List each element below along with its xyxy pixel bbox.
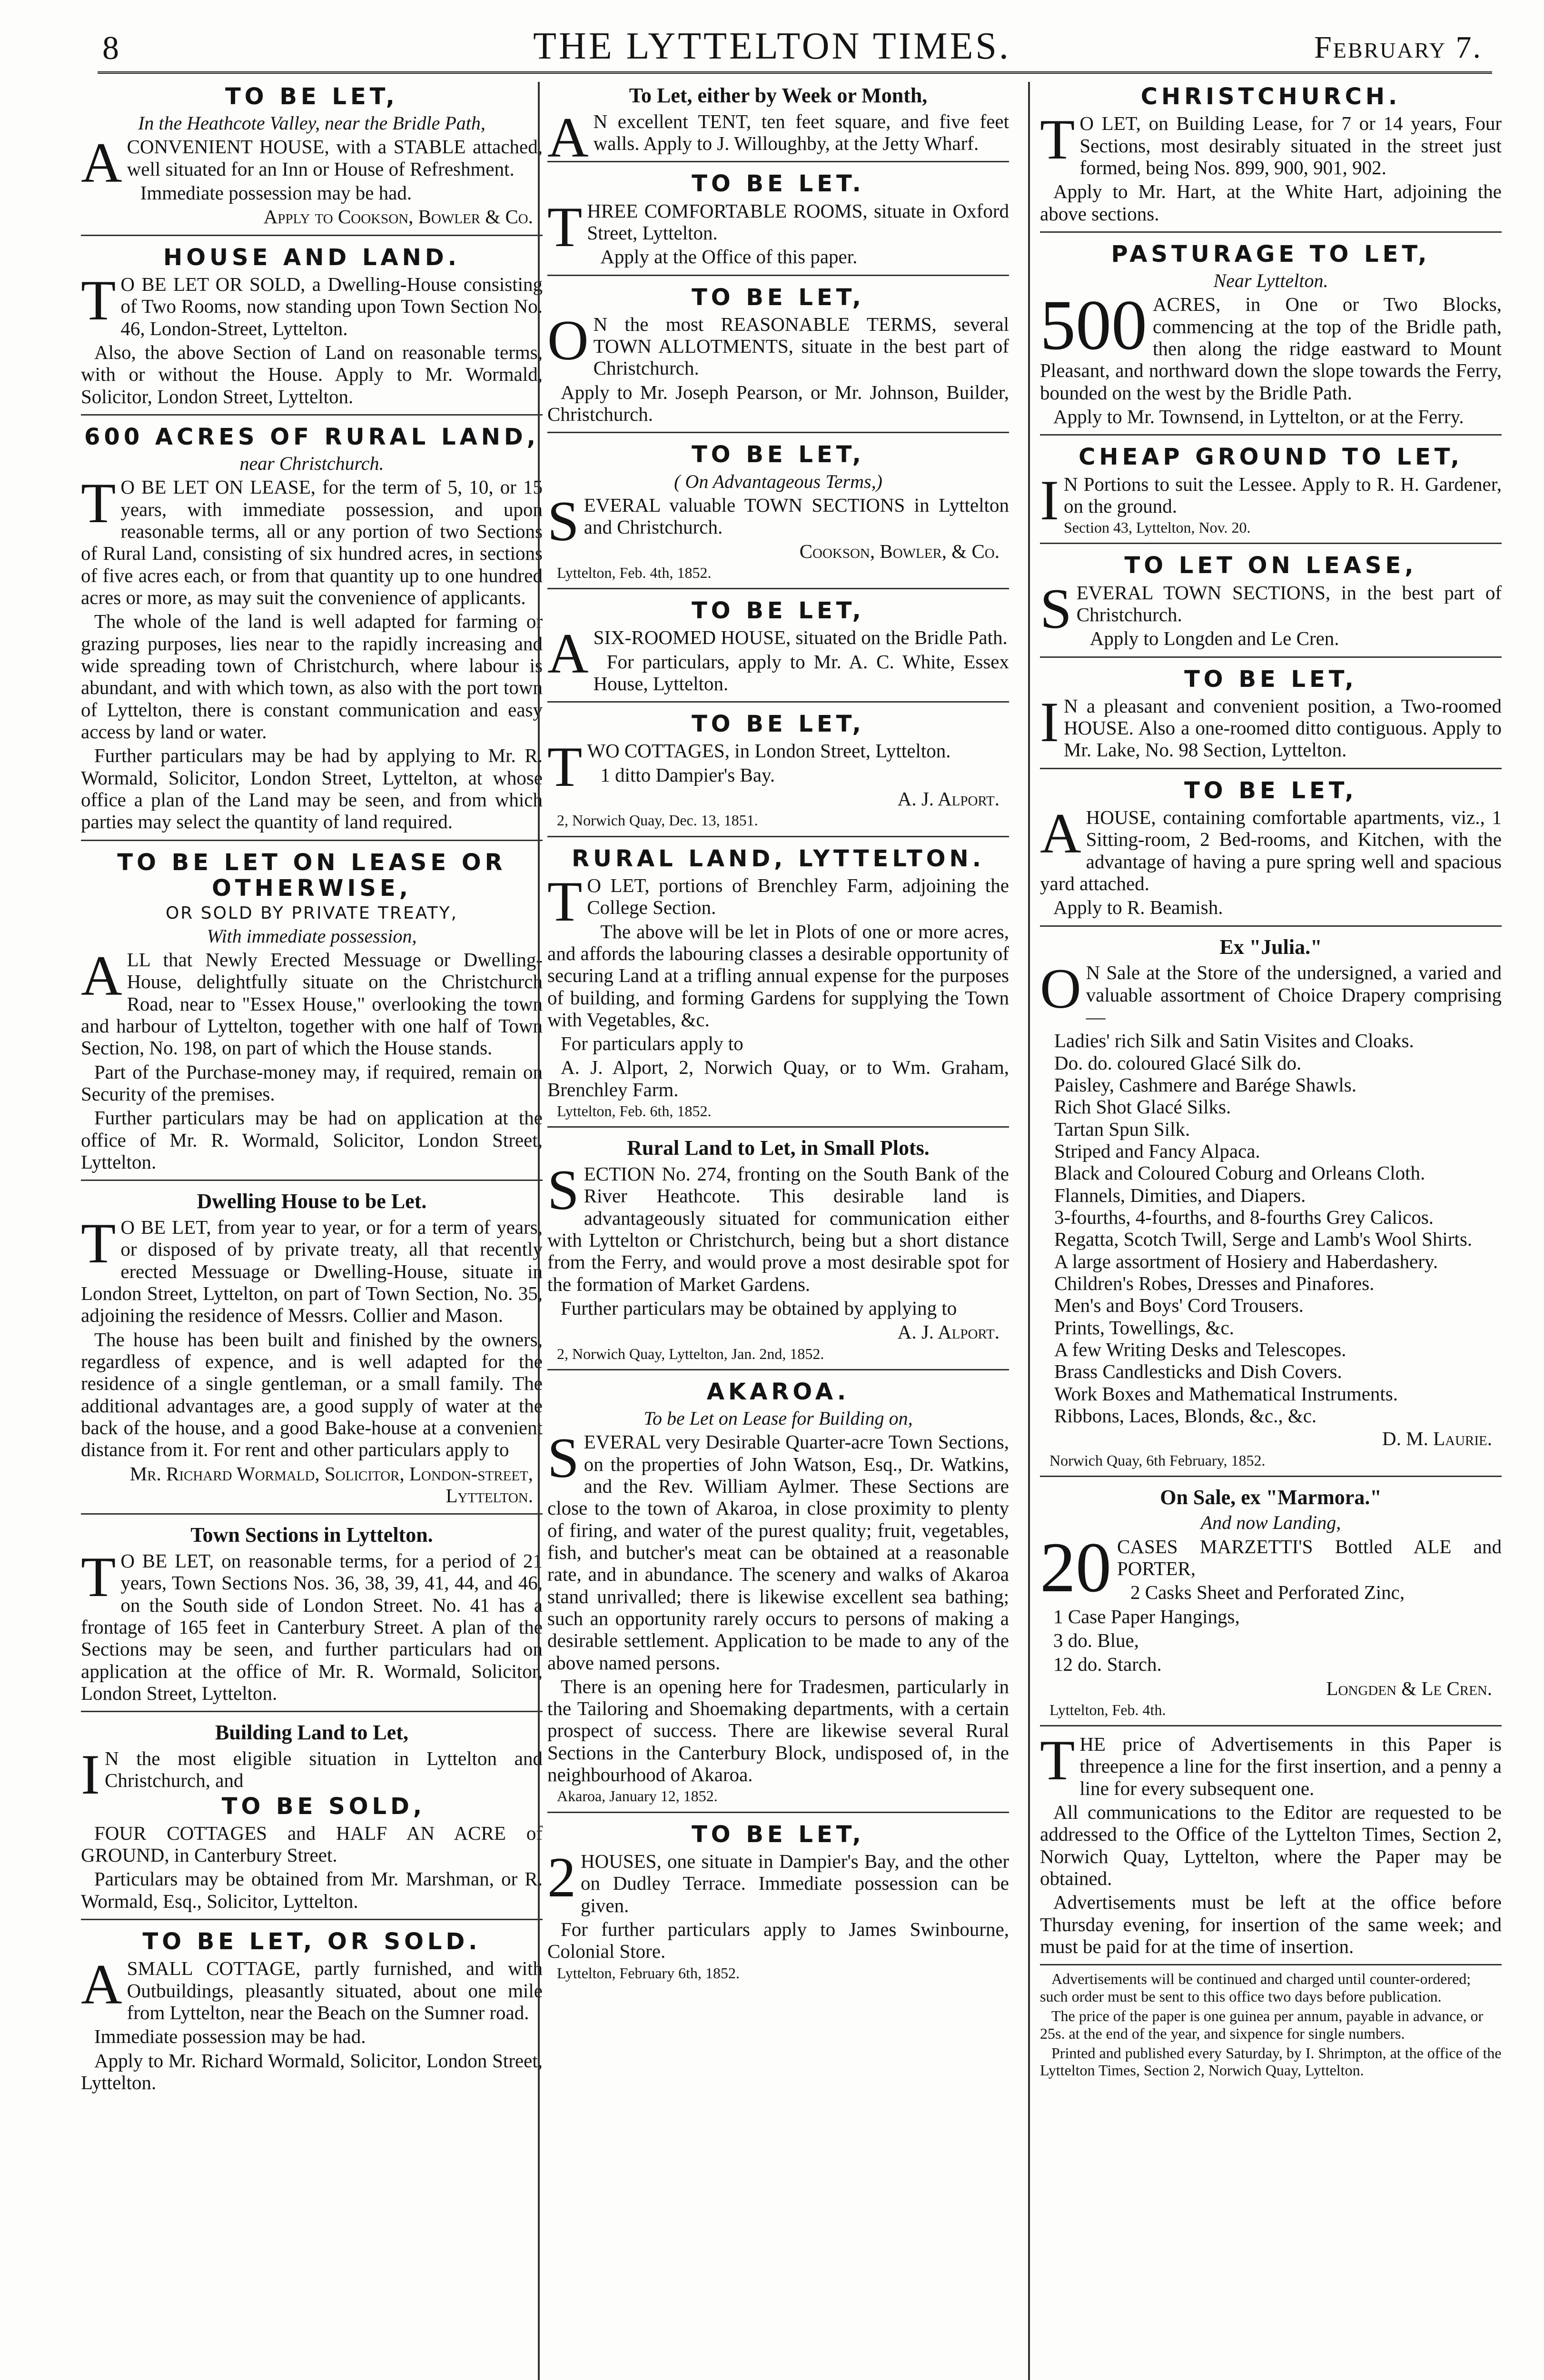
drop-capital: I	[81, 1742, 100, 1806]
ad-heading: TO BE LET,	[1184, 777, 1357, 804]
paragraph-text: Further particulars may be obtained by applying to	[561, 1297, 957, 1319]
paragraph-text: 1 ditto Dampier's Bay.	[600, 764, 775, 786]
paragraph-text: Apply to R. Beamish.	[1053, 896, 1223, 919]
advertisement	[547, 701, 1009, 829]
advertisement	[81, 84, 543, 228]
list-item: Tartan Spun Silk.	[1054, 1118, 1190, 1140]
drop-capital: A	[1040, 801, 1081, 865]
ad-body	[547, 195, 1009, 268]
paragraph-text: WO COTTAGES, in London Street, Lyttelton.	[587, 740, 951, 762]
ad-body	[547, 1158, 1009, 1319]
ad-paragraph	[1040, 1891, 1502, 1957]
advertisement	[547, 161, 1009, 268]
ad-paragraph	[547, 1158, 1009, 1295]
note-paragraph: Printed and published every Saturday, by I. Shrimpton, at the office of the Lyttelton Times, Section 2, Norwich Quay, Lyttelton.	[1040, 2044, 1502, 2079]
ad-heading: AKAROA.	[706, 1378, 850, 1405]
ad-subheading: In the Heathcote Valley, near the Bridle Path,	[138, 112, 485, 134]
list-item: Ribbons, Laces, Blonds, &c., &c.	[1054, 1404, 1317, 1427]
advertisement	[547, 432, 1009, 581]
ad-paragraph	[547, 1056, 1009, 1101]
ad-dateline: Norwich Quay, 6th February, 1852.	[1049, 1451, 1266, 1469]
paragraph-text: N a pleasant and convenient position, a Two-roomed HOUSE. Also a one-roomed ditto contiguous. Apply to Mr. Lake, No. 98 Section, Lyttelton.	[1063, 694, 1502, 761]
ad-heading: 600 ACRES OF RURAL LAND,	[84, 423, 539, 450]
ad-paragraph: FOUR COTTAGES and HALF AN ACRE of GROUND, in Canterbury Street.	[81, 1822, 543, 1866]
paragraph-text: Further particulars may be had on application at the office of Mr. R. Wormald, Solicitor, London Street, Lyttelton.	[81, 1107, 543, 1173]
ad-paragraph	[547, 1918, 1009, 1963]
note-paragraph: Advertisements will be continued and charged until counter-ordered; such order must be sent to this office two days before publication.	[1040, 1970, 1471, 2005]
ad-paragraph	[547, 1845, 1009, 1916]
ad-subheading: near Christchurch.	[239, 453, 384, 475]
ad-dateline: Akaroa, January 12, 1852.	[557, 1787, 718, 1805]
paragraph-text: O BE LET OR SOLD, a Dwelling-House consisting of Two Rooms, now standing upon Town Section No. 46, London-Street, Lyttelton.	[120, 273, 543, 339]
ad-dateline: Lyttelton, Feb. 4th.	[1049, 1701, 1166, 1718]
advertisement	[81, 235, 543, 407]
ad-body	[547, 622, 1009, 694]
ad-paragraph	[547, 1676, 1009, 1786]
ad-paragraph	[547, 869, 1009, 933]
ad-subheading: To be Let on Lease for Building on,	[643, 1408, 913, 1429]
paragraph-text: O BE LET, on reasonable terms, for a period of 21 years, Town Sections Nos. 36, 38, 39, 41, 44, and 46, on the South side of London Street. No. 41 has a frontage of 165 feet in Canterbury Street. A plan of the Sections may be seen, and further particulars had on application at the office of Mr. R. Wormald, Solicitor, London Street, Lyttelton.	[81, 1549, 543, 1704]
drop-capital: O	[1040, 957, 1081, 1021]
ad-paragraph: Particulars may be obtained from Mr. Marshman, or R. Wormald, Esq., Solicitor, Lyttelton.	[81, 1868, 543, 1912]
paragraph-text: Apply to Mr. Joseph Pearson, or Mr. Johnson, Builder, Christchurch.	[547, 381, 1009, 426]
paragraph-text: ECTION No. 274, fronting on the South Bank of the River Heathcote. This desirable land is advantageously situated for communication either with Lyttelton or Christchurch, being but a short distance from the Ferry, and would prove a most desirable spot for the formation of Market Gardens.	[547, 1163, 1009, 1295]
ad-paragraph	[81, 1107, 543, 1173]
ad-paragraph	[1040, 406, 1502, 427]
paragraph-text: LL that Newly Erected Messuage or Dwelling-House, delightfully situate on the Christchurch Road, near to "Essex House," overlooking the town and harbour of Lyttelton, together with one half of Town Section, No. 198, on part of which the House stands.	[81, 948, 543, 1059]
drop-capital: T	[1040, 108, 1075, 171]
ad-paragraph	[547, 1032, 1009, 1054]
paragraph-text: CASES MARZETTI'S Bottled ALE and PORTER,	[1117, 1535, 1502, 1579]
paragraph-text: O BE LET, from year to year, or for a term of years, or disposed of by private treaty, all that recently erected Messuage or Dwelling-House, situate in London Street, Lyttelton, on part of Town Section, No. 35, adjoining the residence of Messrs. Collier and Mason.	[81, 1216, 543, 1327]
ad-body	[1040, 801, 1502, 919]
ad-heading: TO BE LET, OR SOLD.	[142, 1928, 481, 1955]
ad-heading: TO LET ON LEASE,	[1124, 552, 1417, 579]
advertisement	[547, 836, 1009, 1120]
publication-notes	[1040, 1964, 1502, 2079]
ad-body	[1040, 690, 1502, 761]
drop-capital: O	[547, 308, 589, 372]
ad-heading: TO BE LET ON LEASE OR OTHERWISE,	[117, 849, 506, 902]
page-number: 8	[102, 30, 119, 67]
ad-paragraph	[547, 921, 1009, 1031]
drop-capital: I	[1040, 468, 1059, 532]
ad-subheading: And now Landing,	[1200, 1512, 1341, 1534]
paragraph-text: Part of the Purchase-money may, if required, remain on Security of the premises.	[81, 1061, 543, 1105]
ad-paragraph	[1040, 957, 1502, 1028]
advertisement	[81, 414, 543, 833]
ad-paragraph	[1040, 690, 1502, 761]
ad-paragraph	[81, 471, 543, 608]
ad-paragraph	[81, 943, 543, 1059]
ad-heading: Dwelling House to be Let.	[197, 1190, 427, 1213]
paragraph-text: HE price of Advertisements in this Paper is threepence a line for the first insertion, and a penny a line for every subsequent one.	[1079, 1733, 1502, 1799]
list-item: Striped and Fancy Alpaca.	[1054, 1140, 1260, 1162]
paragraph-text: HREE COMFORTABLE ROOMS, situate in Oxford Street, Lyttelton.	[587, 199, 1009, 244]
ad-paragraph	[547, 246, 1009, 268]
ad-paragraph	[1040, 896, 1502, 918]
ad-paragraph	[547, 651, 1009, 695]
paragraph-text: HOUSE, containing comfortable apartments, viz., 1 Sitting-room, 2 Bed-rooms, and Kitchen, with the advantage of having a pure spring well and spacious yard attached.	[1040, 806, 1502, 894]
paragraph-text: For particulars apply to	[561, 1032, 743, 1055]
ad-body	[81, 1953, 543, 2094]
ad-dateline: Section 43, Lyttelton, Nov. 20.	[1063, 519, 1251, 536]
paragraph-text: HOUSES, one situate in Dampier's Bay, and the other on Dudley Terrace. Immediate possession can be given.	[581, 1850, 1009, 1916]
list-item: 3-fourths, 4-fourths, and 8-fourths Grey Calicos.	[1054, 1206, 1434, 1228]
ad-paragraph	[1040, 1653, 1502, 1675]
ad-heading: HOUSE AND LAND.	[163, 244, 460, 271]
paragraph-text: SIX-ROOMED HOUSE, situated on the Bridle Path.	[593, 626, 1008, 649]
ad-body	[547, 105, 1009, 169]
advertisement	[1040, 1476, 1502, 1718]
list-item: Regatta, Scotch Twill, Serge and Lamb's Wool Shirts.	[1054, 1228, 1473, 1250]
ad-signature: Mr. Richard Wormald, Solicitor, London-street, Lyttelton.	[129, 1462, 533, 1507]
drop-capital: A	[81, 943, 122, 1007]
ad-paragraph	[81, 2050, 543, 2094]
ad-body	[547, 1845, 1009, 1963]
advertisement	[81, 1513, 543, 1704]
drop-capital: A	[547, 105, 589, 169]
ad-heading: TO BE SOLD,	[221, 1793, 426, 1820]
ad-paragraph	[81, 1061, 543, 1105]
paragraph-text: All communications to the Editor are requested to be addressed to the Office of the Lyttelton Times, Section 2, Norwich Quay, Lyttelton, where the Paper may be obtained.	[1040, 1801, 1502, 1890]
advertisement	[547, 1812, 1009, 1982]
paragraph-text: Apply to Longden and Le Cren.	[1089, 627, 1339, 650]
issue-date: February 7.	[1314, 30, 1482, 65]
ad-heading: TO BE LET.	[692, 170, 865, 198]
advertisement	[1040, 1725, 1502, 1957]
advertisement	[1040, 434, 1502, 536]
ad-body	[1040, 1728, 1502, 1958]
paragraph-text: The above will be let in Plots of one or more acres, and affords the labouring classes a desirable opportunity of securing Land at a trifling annual expense for the purposes of building, and forming Gardens for supplying the Town with Vegetables, &c.	[547, 920, 1009, 1031]
paragraph-text: The house has been built and finished by the owners, regardless of expence, and is well adapted for the residence of a single gentleman, or a small family. The additional advantages are, a good supply of water at the back of the house, and a good Bake-house at a convenient distance from it. For rent and other particulars apply to	[81, 1328, 543, 1461]
advertisement	[1040, 543, 1502, 649]
drop-capital: T	[81, 1545, 116, 1608]
newspaper-title: THE LYTTELTON TIMES.	[533, 25, 1011, 67]
ad-paragraph	[547, 105, 1009, 169]
ad-body	[81, 1545, 543, 1704]
ad-dateline: Lyttelton, February 6th, 1852.	[557, 1964, 740, 1982]
ad-heading: Town Sections in Lyttelton.	[190, 1523, 433, 1547]
ad-heading: TO BE LET,	[692, 284, 865, 311]
paragraph-text: For particulars, apply to Mr. A. C. White, Essex House, Lyttelton.	[593, 650, 1009, 694]
paragraph-text: EVERAL TOWN SECTIONS, in the best part of Christchurch.	[1076, 581, 1502, 625]
ad-signature: A. J. Alport.	[897, 1321, 1000, 1343]
drop-capital: A	[81, 1953, 122, 2016]
ad-paragraph	[1040, 1728, 1502, 1799]
drop-capital: T	[547, 735, 583, 799]
advertisement	[547, 588, 1009, 694]
paragraph-text: The whole of the land is well adapted for farming or grazing purposes, lies near to the rapidly increasing and wide spreading town of Christchurch, where labour is abundant, and with which town, as also with the port town of Lyttelton, there is constant communication and easy access by land or water.	[81, 610, 543, 743]
note-paragraph: The price of the paper is one guinea per annum, payable in advance, or 25s. at the end of the year, and sixpence for single numbers.	[1040, 2007, 1484, 2042]
advertisement	[81, 840, 543, 1173]
drop-capital: T	[81, 471, 116, 535]
list-item: Children's Robes, Dresses and Pinafores.	[1054, 1272, 1375, 1294]
paragraph-text: EVERAL valuable TOWN SECTIONS in Lyttelton and Christchurch.	[584, 494, 1009, 538]
list-item: Rich Shot Glacé Silks.	[1054, 1096, 1231, 1118]
paragraph-text: For further particulars apply to James Swinbourne, Colonial Store.	[547, 1918, 1009, 1963]
ad-paragraph	[547, 381, 1009, 426]
paragraph-text: N the most eligible situation in Lyttelton and Christchurch, and	[104, 1747, 543, 1792]
drop-capital: 500	[1040, 286, 1147, 365]
ad-paragraph	[1040, 1801, 1502, 1889]
paragraph-text: Apply at the Office of this paper.	[600, 246, 858, 268]
column-1	[81, 82, 543, 2380]
list-item: Work Boxes and Mathematical Instruments.	[1054, 1382, 1398, 1405]
ad-paragraph	[81, 1953, 543, 2024]
advertisement	[81, 1180, 543, 1507]
ad-heading: TO BE LET,	[692, 597, 865, 625]
ad-dateline: 2, Norwich Quay, Lyttelton, Jan. 2nd, 1852.	[557, 1345, 824, 1362]
ad-signature: Apply to Cookson, Bowler & Co.	[263, 206, 533, 228]
list-item: Brass Candlesticks and Dish Covers.	[1054, 1360, 1342, 1383]
advertisement	[1040, 925, 1502, 1469]
ad-heading: TO BE LET,	[692, 441, 865, 468]
paragraph-text: O BE LET ON LEASE, for the term of 5, 10, or 15 years, with immediate possession, and upon reasonable terms, all or any portion of two Sections of Rural Land, consisting of six hundred acres, in sections of five acres each, or from that quantity up to one hundred acres or more, as may suit the convenience of applicants.	[81, 476, 543, 608]
list-item: Flannels, Dimities, and Diapers.	[1054, 1184, 1306, 1206]
drop-capital: I	[1040, 690, 1059, 754]
drop-capital: A	[547, 622, 589, 685]
ad-heading: Ex "Julia."	[1219, 935, 1322, 959]
paragraph-text: Also, the above Section of Land on reasonable terms, with or without the House. Apply to Mr. Wormald, Solicitor, London Street, Lyttelton.	[81, 341, 543, 407]
list-item: Paisley, Cashmere and Barége Shawls.	[1054, 1073, 1356, 1096]
paragraph-text: 2 Casks Sheet and Perforated Zinc,	[1130, 1581, 1405, 1604]
ad-subheading: Near Lyttelton.	[1213, 270, 1328, 292]
paragraph-text: O LET, on Building Lease, for 7 or 14 years, Four Sections, most desirably situated in the street just formed, being Nos. 899, 900, 901, 902.	[1079, 112, 1502, 178]
paragraph-text: Apply to Mr. Hart, at the White Hart, adjoining the above sections.	[1040, 180, 1502, 225]
ad-body	[1040, 108, 1502, 225]
advertisement	[81, 1919, 543, 2093]
ad-body	[81, 131, 543, 204]
paragraph-text: A. J. Alport, 2, Norwich Quay, or to Wm. Graham, Brenchley Farm.	[547, 1056, 1009, 1101]
paragraph-text: Immediate possession may be had.	[94, 2025, 366, 2048]
ad-body	[81, 1211, 543, 1461]
paragraph-text: There is an opening here for Tradesmen, particularly in the Tailoring and Shoemaking departments, with a certain prospect of success. There are likewise several Rural Sections in the Canterbury Block, undisposed of, in the neighbourhood of Akaroa.	[547, 1675, 1009, 1786]
list-item: Ladies' rich Silk and Satin Visites and Cloaks.	[1054, 1030, 1414, 1052]
paragraph-text: ACRES, in One or Two Blocks, commencing at the top of the Bridle path, then along the ridge eastward to Mount Pleasant, and northward down the slope towards the Ferry, bounded on the west by the Bridle Path.	[1040, 293, 1502, 404]
ad-heading: Rural Land to Let, in Small Plots.	[627, 1136, 930, 1160]
ad-paragraph	[547, 764, 1009, 786]
advertisement	[81, 1711, 543, 1912]
ad-heading: On Sale, ex "Marmora."	[1160, 1485, 1382, 1509]
list-item: Black and Coloured Coburg and Orleans Cloth.	[1054, 1162, 1425, 1184]
ad-paragraph	[81, 744, 543, 833]
masthead-rule	[98, 71, 1492, 74]
ad-paragraph	[1040, 1629, 1502, 1651]
list-item: Prints, Towellings, &c.	[1054, 1316, 1234, 1339]
ad-paragraph	[81, 610, 543, 743]
ad-heading: To Let, either by Week or Month,	[629, 84, 928, 107]
ad-body	[81, 268, 543, 407]
ad-body	[547, 869, 1009, 1101]
drop-capital: T	[547, 869, 583, 933]
advertisement	[1040, 84, 1502, 225]
advertisement	[547, 1126, 1009, 1362]
advertisement	[1040, 231, 1502, 427]
paragraph-text: Immediate possession may be had.	[140, 182, 412, 204]
paragraph-text: N the most REASONABLE TERMS, several TOWN ALLOTMENTS, situate in the best part of Christchurch.	[593, 313, 1009, 379]
drop-capital: A	[81, 131, 122, 195]
list-item: Do. do. coloured Glacé Silk do.	[1054, 1051, 1302, 1074]
ad-signature: A. J. Alport.	[897, 788, 1000, 810]
ad-paragraph	[1040, 801, 1502, 894]
ad-body	[1040, 1527, 1502, 1676]
column-2	[547, 82, 1009, 2380]
ad-paragraph	[547, 1426, 1009, 1674]
drop-capital: 2	[547, 1845, 576, 1909]
paragraph-text: 3 do. Blue,	[1053, 1629, 1139, 1651]
drop-capital: S	[547, 489, 579, 553]
ad-heading: RURAL LAND, LYTTELTON.	[572, 845, 985, 872]
ad-dateline: Lyttelton, Feb. 4th, 1852.	[557, 564, 712, 581]
ad-paragraph	[81, 2025, 543, 2047]
ad-paragraph	[1040, 180, 1502, 225]
ad-body	[1040, 286, 1502, 427]
paragraph-text: Apply to Mr. Richard Wormald, Solicitor, London Street, Lyttelton.	[81, 2049, 543, 2094]
ad-heading: CHRISTCHURCH.	[1140, 83, 1401, 110]
ad-heading: Building Land to Let,	[215, 1721, 408, 1745]
ad-subheading: ( On Advantageous Terms,)	[674, 470, 882, 492]
paragraph-text: 1 Case Paper Hangings,	[1053, 1605, 1240, 1627]
ad-body	[547, 1426, 1009, 1786]
ad-paragraph	[1040, 286, 1502, 404]
advertisement	[547, 1369, 1009, 1805]
column-divider	[1028, 82, 1030, 2380]
ad-subheading: OR SOLD BY PRIVATE TREATY,	[165, 903, 458, 923]
ad-subheading: With immediate possession,	[207, 925, 417, 947]
ad-heading: TO BE LET,	[1184, 665, 1357, 693]
paragraph-text: N Portions to suit the Lessee. Apply to R. H. Gardener, on the ground.	[1063, 473, 1502, 517]
list-item: A large assortment of Hosiery and Haberdashery.	[1054, 1250, 1438, 1272]
ad-dateline: Lyttelton, Feb. 6th, 1852.	[557, 1102, 712, 1120]
ad-body	[1040, 576, 1502, 650]
ad-paragraph	[81, 268, 543, 339]
list-item: Men's and Boys' Cord Trousers.	[1054, 1294, 1304, 1317]
paragraph-text: N excellent TENT, ten feet square, and five feet walls. Apply to J. Willoughby, at the Jetty Wharf.	[593, 110, 1009, 155]
masthead	[0, 0, 1544, 67]
ad-heading: PASTURAGE TO LET,	[1111, 240, 1431, 268]
ad-body	[1040, 957, 1502, 1427]
paragraph-text: 12 do. Starch.	[1053, 1653, 1162, 1676]
ad-body	[547, 308, 1009, 426]
ad-signature: Cookson, Bowler, & Co.	[799, 540, 1000, 562]
ad-paragraph	[1040, 108, 1502, 178]
column-divider	[538, 82, 540, 2380]
paragraph-text: Advertisements must be left at the office before Thursday evening, for insertion of the same week; and must be paid for at the time of insertion.	[1040, 1891, 1502, 1958]
ad-body	[81, 471, 543, 833]
drop-capital: T	[81, 268, 116, 332]
ad-heading: TO BE LET,	[692, 1821, 865, 1848]
ad-paragraph	[547, 1297, 1009, 1319]
drop-capital: S	[547, 1158, 579, 1222]
paragraph-text: EVERAL very Desirable Quarter-acre Town Sections, on the properties of John Watson, Esq., Dr. Watkins, and the Rev. William Aylmer. These Sections are close to the town of Akaroa, in close proximity to plenty of firing, and water of the purest quality; fruit, vegetables, fish, and butcher's meat can be obtained at a reasonable rate, and in abundance. The scenery and walks of Akaroa stand unrivalled; there is likewise excellent sea bathing; such an opportunity rarely occurs to persons of making a desirable settlement. Application to be made to any of the above named persons.	[547, 1431, 1009, 1674]
advertisement	[1040, 656, 1502, 761]
drop-capital: T	[547, 195, 583, 258]
drop-capital: T	[81, 1211, 116, 1275]
ad-paragraph	[1040, 1606, 1502, 1627]
advertisement	[547, 84, 1009, 169]
ad-paragraph	[547, 308, 1009, 379]
ad-body	[81, 943, 543, 1173]
ad-paragraph	[1040, 627, 1502, 649]
ad-paragraph	[81, 1211, 543, 1327]
ad-heading: CHEAP GROUND TO LET,	[1079, 444, 1463, 471]
advertisement	[1040, 768, 1502, 919]
ad-paragraph	[81, 341, 543, 407]
ad-heading: TO BE LET,	[225, 83, 398, 110]
ad-paragraph	[81, 1742, 543, 1806]
list-item: A few Writing Desks and Telescopes.	[1054, 1338, 1346, 1360]
advertisement	[547, 275, 1009, 426]
paragraph-text: O LET, portions of Brenchley Farm, adjoining the College Section.	[587, 874, 1009, 919]
ad-body	[81, 1742, 543, 1912]
ad-paragraph	[81, 1329, 543, 1461]
paragraph-text: Apply to Mr. Townsend, in Lyttelton, or at the Ferry.	[1053, 405, 1464, 427]
ad-paragraph	[81, 1545, 543, 1704]
ad-signature: D. M. Laurie.	[1382, 1428, 1492, 1450]
ad-signature: Longden & Le Cren.	[1326, 1677, 1492, 1699]
ad-paragraph	[81, 182, 543, 204]
paragraph-text: CONVENIENT HOUSE, with a STABLE attached, well situated for an Inn or House of Refreshment.	[127, 136, 543, 180]
drop-capital: S	[1040, 576, 1072, 640]
ad-heading: TO BE LET,	[692, 711, 865, 738]
paragraph-text: SMALL COTTAGE, partly furnished, and with Outbuildings, pleasantly situated, about one mile from Lyttelton, near the Beach on the Sumner road.	[127, 1957, 543, 2024]
drop-capital: 20	[1040, 1527, 1111, 1607]
paragraph-text: Further particulars may be had by applying to Mr. R. Wormald, Solicitor, London Street, Lyttelton, at whose office a plan of the Land may be seen, and from which parties may select the quantity of land required.	[81, 744, 543, 833]
drop-capital: S	[547, 1426, 579, 1490]
ad-dateline: 2, Norwich Quay, Dec. 13, 1851.	[557, 812, 758, 829]
paragraph-text: N Sale at the Store of the undersigned, a varied and valuable assortment of Choice Drapery comprising—	[1086, 962, 1502, 1028]
column-3	[1040, 82, 1502, 2380]
drop-capital: T	[1040, 1728, 1075, 1792]
